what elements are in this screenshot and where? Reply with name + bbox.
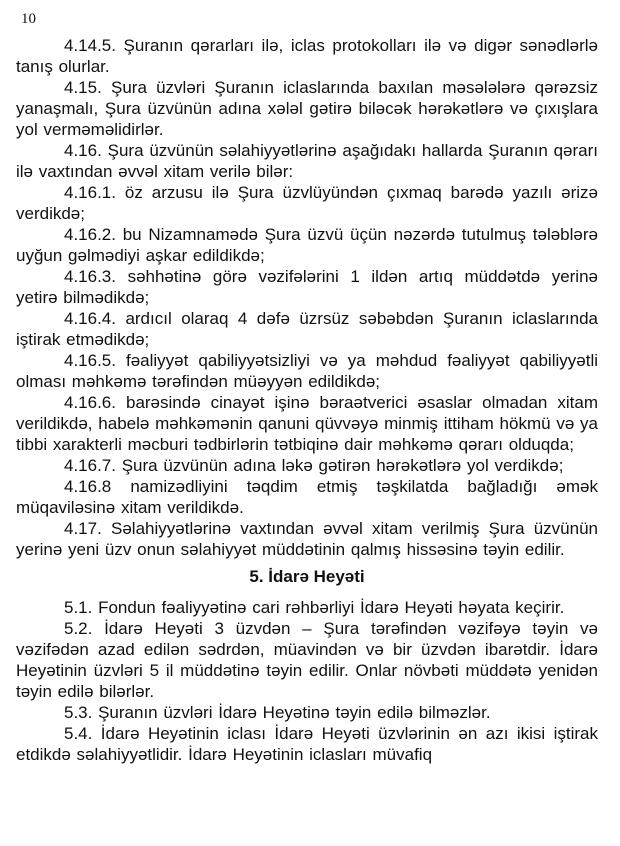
paragraph-4-16-1: 4.16.1. öz arzusu ilə Şura üzvlüyündən çıxmaq barədə yazılı ərizə verdikdə; <box>16 183 598 223</box>
paragraph-4-17: 4.17. Səlahiyyətlərinə vaxtından əvvəl xitam verilmiş Şura üzvünün yerinə yeni üzv onun səlahiyyət müddətinin qalmış hissəsinə təyin edilir. <box>16 519 598 559</box>
paragraph-4-16: 4.16. Şura üzvünün səlahiyyətlərinə aşağıdakı hallarda Şuranın qərarı ilə vaxtından əvvəl xitam verilə bilər: <box>16 141 598 181</box>
paragraph-4-16-2: 4.16.2. bu Nizamnamədə Şura üzvü üçün nəzərdə tutulmuş tələblərə uyğun gəlmədiyi aşkar edildikdə; <box>16 225 598 265</box>
paragraph-4-14-5: 4.14.5. Şuranın qərarları ilə, iclas protokolları ilə və digər sənədlərlə tanış olurlar. <box>16 36 598 76</box>
section-heading-idare-heyeti: 5. İdarə Heyəti <box>249 567 365 586</box>
paragraph-4-16-3: 4.16.3. səhhətinə görə vəzifələrini 1 ildən artıq müddətdə yerinə yetirə bilmədikdə; <box>16 267 598 307</box>
paragraph-4-15: 4.15. Şura üzvləri Şuranın iclaslarında baxılan məsələlərə qərəzsiz yanaşmalı, Şura üzvünün adına xələl gətirə biləcək hərəkətlərə və çıxışlara yol verməməlidirlər. <box>16 78 598 139</box>
paragraph-4-16-7: 4.16.7. Şura üzvünün adına ləkə gətirən hərəkətlərə yol verdikdə; <box>64 456 564 475</box>
page-number: 10 <box>21 11 36 27</box>
paragraph-4-16-6: 4.16.6. barəsində cinayət işinə bəraətverici əsaslar olmadan xitam verildikdə, habelə məhkəmənin qanuni qüvvəyə minmiş ittiham hökmü və ya tibbi xarakterli məcburi tədbirlərin tətbiqinə dair məhkəmə qərarı olduqda; <box>16 393 598 454</box>
paragraph-5-3: 5.3. Şuranın üzvləri İdarə Heyətinə təyin edilə bilməzlər. <box>64 703 491 722</box>
paragraph-5-2: 5.2. İdarə Heyəti 3 üzvdən – Şura tərəfindən vəzifəyə təyin və vəzifədən azad edilən sədrdən, müavindən və bir üzvdən ibarətdir. İdarə Heyətinin üzvləri 5 il müddətinə təyin edilir. Onlar növbəti müddətə yenidən təyin edilə bilərlər. <box>16 619 598 701</box>
paragraph-5-4: 5.4. İdarə Heyətinin iclası İdarə Heyəti üzvlərinin ən azı ikisi iştirak etdikdə səlahiyyətlidir. İdarə Heyətinin iclasları müvafiq <box>16 724 598 764</box>
paragraph-4-16-4: 4.16.4. ardıcıl olaraq 4 dəfə üzrsüz səbəbdən Şuranın iclaslarında iştirak etmədikdə; <box>16 309 598 349</box>
paragraph-4-16-8: 4.16.8 namizədliyini təqdim etmiş təşkilatda bağladığı əmək müqaviləsinə xitam verildikdə. <box>16 477 598 517</box>
paragraph-5-1: 5.1. Fondun fəaliyyətinə cari rəhbərliyi İdarə Heyəti həyata keçirir. <box>64 598 565 617</box>
paragraph-4-16-5: 4.16.5. fəaliyyət qabiliyyətsizliyi və ya məhdud fəaliyyət qabiliyyətli olması məhkəmə tərəfindən müəyyən edildikdə; <box>16 351 598 391</box>
